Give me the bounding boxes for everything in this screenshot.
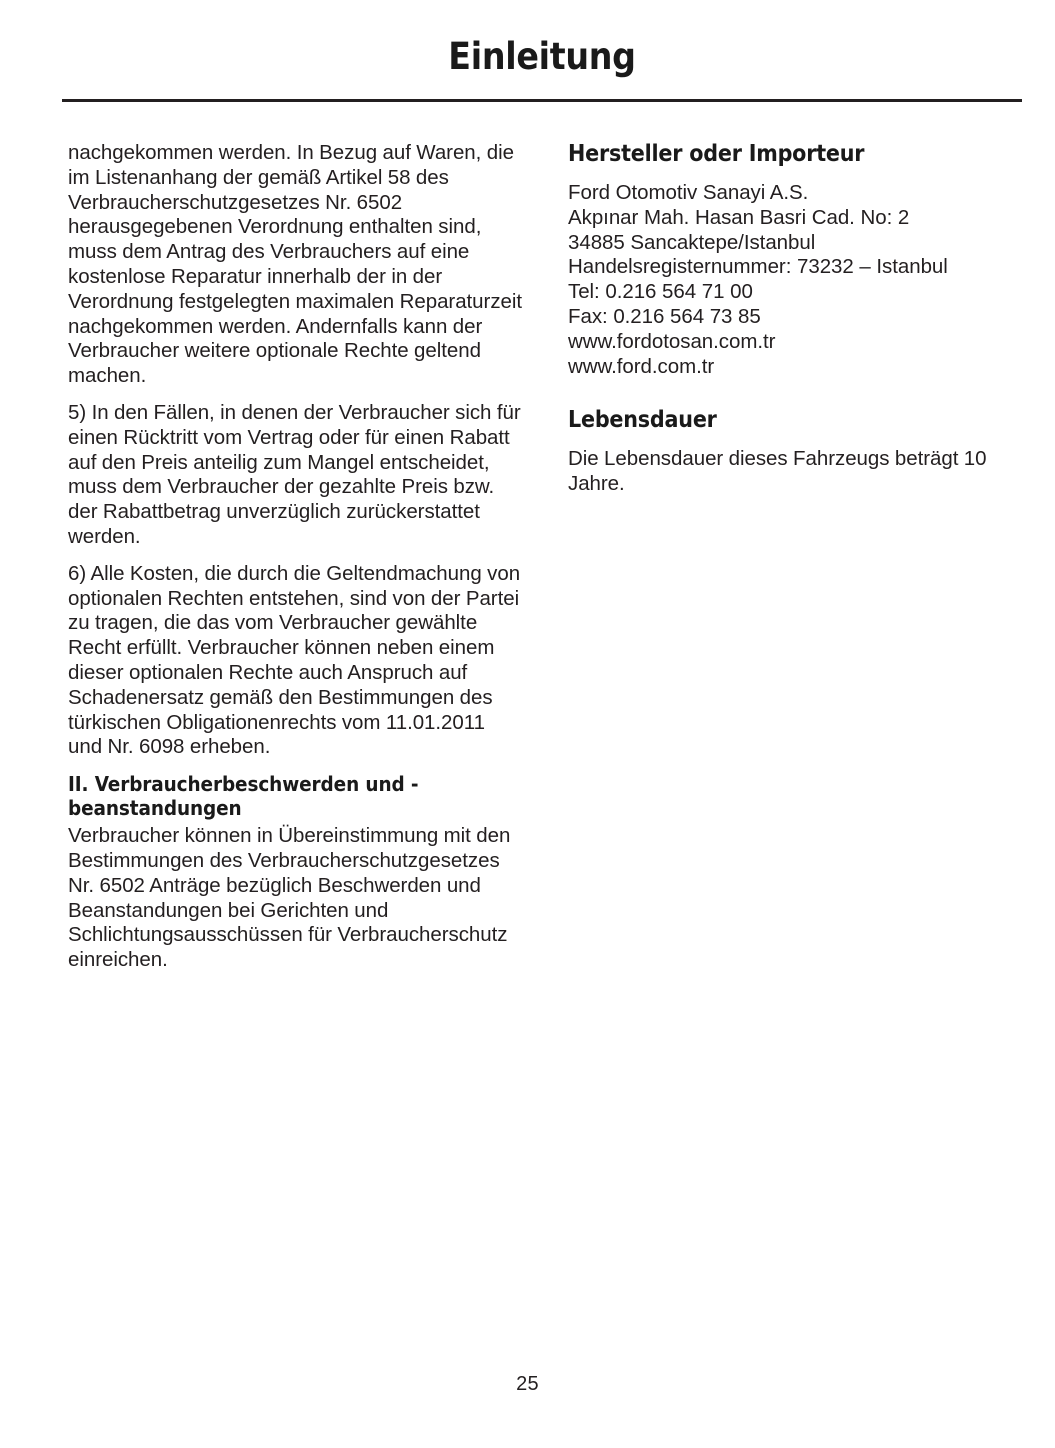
address-line-website-ford: www.ford.com.tr <box>568 354 715 378</box>
left-column <box>68 141 524 973</box>
address-line-telephone: Tel: 0.216 564 71 00 <box>568 280 753 304</box>
subsection-heading: II. Verbraucherbeschwerden und -beanstandungen <box>68 772 419 821</box>
address-line: Ford Otomotiv Sanayi A.S. <box>568 181 809 204</box>
manufacturer-address <box>568 181 1024 379</box>
paragraph: 5) In den Fällen, in denen der Verbraucher sich für einen Rücktritt vom Vertrag oder für einen Rabatt auf den Preis anteilig zum Mangel entscheidet, muss dem Verbraucher der gezahlte Preis bzw. der Rabattbetrag unverzüglich zurückerstattet werden. <box>68 400 521 548</box>
page-footer <box>0 1372 1055 1396</box>
service-life-paragraph: Die Lebensdauer dieses Fahrzeugs beträgt 10 Jahre. <box>568 447 987 496</box>
right-column <box>568 141 1024 497</box>
header-divider <box>62 99 1022 102</box>
address-line: 34885 Sancaktepe/Istanbul <box>568 230 816 254</box>
paragraph: 6) Alle Kosten, die durch die Geltendmachung von optionalen Rechten entstehen, sind von der Partei zu tragen, die das vom Verbraucher gewählte Recht erfüllt. Verbraucher können neben einem dieser optionalen Rechte auch Anspruch auf Schadenersatz gemäß den Bestimmungen des türkischen Obligationenrechts vom 11.01.2011 und Nr. 6098 erheben. <box>68 561 521 759</box>
address-line-registration: Handelsregisternummer: 73232 – Istanbul <box>568 255 948 279</box>
manufacturer-heading: Hersteller oder Importeur <box>568 141 865 167</box>
page-number: 25 <box>516 1373 539 1395</box>
page-header <box>62 35 1022 78</box>
paragraph: nachgekommen werden. In Bezug auf Waren, die im Listenanhang der gemäß Artikel 58 des Verbraucherschutzgesetzes Nr. 6502 herausgegebenen Verordnung enthalten sind, muss dem Antrag des Verbrauchers auf eine kostenlose Reparatur innerhalb der in der Verordnung festgelegten maximalen Reparaturzeit nachgekommen werden. Andernfalls kann der Verbraucher weitere optionale Rechte geltend machen. <box>68 141 523 388</box>
address-line-fax: Fax: 0.216 564 73 85 <box>568 304 761 328</box>
paragraph: Verbraucher können in Übereinstimmung mit den Bestimmungen des Verbraucherschutzgesetzes Nr. 6502 Anträge bezüglich Beschwerden und Beanstandungen bei Gerichten und Schlichtungsausschüssen für Verbraucherschutz einreichen. <box>68 824 511 972</box>
address-line-website-fordotosan: www.fordotosan.com.tr <box>568 329 776 353</box>
address-line: Akpınar Mah. Hasan Basri Cad. No: 2 <box>568 205 910 229</box>
service-life-heading: Lebensdauer <box>568 407 717 434</box>
page-title: Einleitung <box>448 35 636 78</box>
